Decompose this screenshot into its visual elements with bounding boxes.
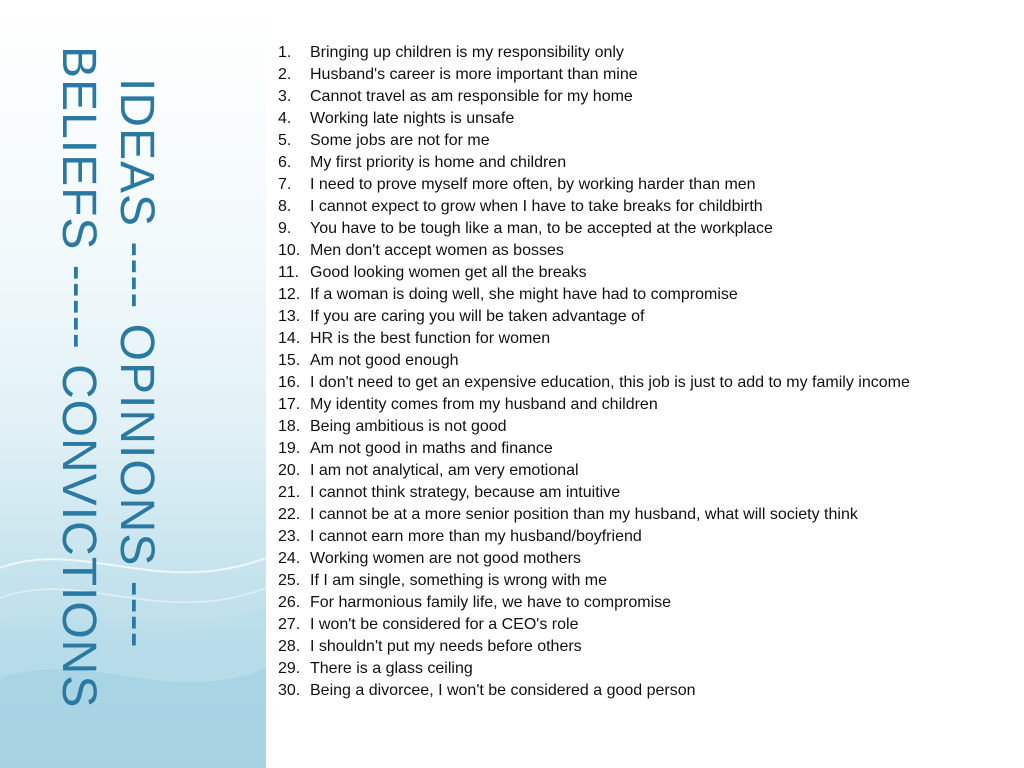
item-text: Husband's career is more important than mine: [310, 66, 638, 83]
item-text: HR is the best function for women: [310, 330, 551, 347]
list-item: [278, 440, 1018, 462]
item-text: I shouldn't put my needs before others: [310, 638, 582, 655]
item-number: 13.: [278, 308, 301, 325]
item-text: Being ambitious is not good: [310, 418, 507, 435]
item-number: 27.: [278, 616, 301, 633]
list-item: [278, 528, 1018, 550]
item-number: 10.: [278, 242, 301, 259]
item-number: 26.: [278, 594, 301, 611]
item-number: 12.: [278, 286, 301, 303]
item-number: 5.: [278, 132, 292, 149]
item-text: My identity comes from my husband and children: [310, 396, 658, 413]
title-line-2: BELIEFS ----- CONVICTIONS: [52, 46, 105, 709]
list-item: [278, 264, 1018, 286]
item-number: 22.: [278, 506, 301, 523]
vertical-title: [0, 40, 266, 720]
item-number: 29.: [278, 660, 301, 677]
item-text: If I am single, something is wrong with me: [310, 572, 608, 589]
item-number: 3.: [278, 88, 292, 105]
list-item: [278, 484, 1018, 506]
title-line-1: IDEAS ---- OPINIONS ----: [110, 78, 163, 649]
item-number: 18.: [278, 418, 301, 435]
list-item: [278, 682, 1018, 704]
item-text: For harmonious family life, we have to compromise: [310, 594, 672, 611]
item-text: I need to prove myself more often, by working harder than men: [310, 176, 756, 193]
item-text: There is a glass ceiling: [310, 660, 473, 677]
item-number: 6.: [278, 154, 292, 171]
list-item: [278, 660, 1018, 682]
list-item: [278, 154, 1018, 176]
item-number: 2.: [278, 66, 292, 83]
item-text: Cannot travel as am responsible for my home: [310, 88, 633, 105]
list-item: [278, 638, 1018, 660]
list-item: [278, 550, 1018, 572]
list-item: [278, 418, 1018, 440]
item-text: If a woman is doing well, she might have had to compromise: [310, 286, 738, 303]
item-text: Am not good in maths and finance: [310, 440, 553, 457]
item-text: Men don't accept women as bosses: [310, 242, 564, 259]
item-number: 20.: [278, 462, 301, 479]
list-item: [278, 374, 1018, 396]
item-text: You have to be tough like a man, to be accepted at the workplace: [310, 220, 773, 237]
item-text: Am not good enough: [310, 352, 459, 369]
list-item: [278, 44, 1018, 66]
item-number: 23.: [278, 528, 301, 545]
item-number: 11.: [278, 264, 300, 281]
item-text: My first priority is home and children: [310, 154, 567, 171]
list-item: [278, 198, 1018, 220]
list-item: [278, 242, 1018, 264]
item-number: 19.: [278, 440, 301, 457]
list-item: [278, 506, 1018, 528]
item-text: I cannot expect to grow when I have to take breaks for childbirth: [310, 198, 763, 215]
item-text: Bringing up children is my responsibility only: [310, 44, 624, 61]
item-text: I cannot think strategy, because am intuitive: [310, 484, 621, 501]
sidebar-panel: [0, 0, 266, 768]
item-number: 9.: [278, 220, 292, 237]
list-item: [278, 110, 1018, 132]
item-number: 28.: [278, 638, 301, 655]
beliefs-list: [278, 44, 1018, 704]
item-text: I cannot earn more than my husband/boyfriend: [310, 528, 642, 545]
item-number: 15.: [278, 352, 301, 369]
list-item: [278, 286, 1018, 308]
item-number: 1.: [278, 44, 292, 61]
item-number: 8.: [278, 198, 292, 215]
item-number: 4.: [278, 110, 292, 127]
item-number: 21.: [278, 484, 301, 501]
item-text: I don't need to get an expensive education, this job is just to add to my family income: [310, 374, 910, 391]
item-text: Being a divorcee, I won't be considered a good person: [310, 682, 696, 699]
item-number: 24.: [278, 550, 301, 567]
list-item: [278, 88, 1018, 110]
list-item: [278, 352, 1018, 374]
item-text: Working late nights is unsafe: [310, 110, 515, 127]
list-item: [278, 462, 1018, 484]
item-number: 30.: [278, 682, 301, 699]
list-item: [278, 66, 1018, 88]
item-text: I cannot be at a more senior position than my husband, what will society think: [310, 506, 858, 523]
list-item: [278, 594, 1018, 616]
item-text: Working women are not good mothers: [310, 550, 581, 567]
item-number: 17.: [278, 396, 301, 413]
item-number: 16.: [278, 374, 301, 391]
list-item: [278, 572, 1018, 594]
item-text: I won't be considered for a CEO's role: [310, 616, 579, 633]
item-text: Some jobs are not for me: [310, 132, 490, 149]
list-item: [278, 132, 1018, 154]
list-item: [278, 176, 1018, 198]
item-text: If you are caring you will be taken advantage of: [310, 308, 645, 325]
item-text: I am not analytical, am very emotional: [310, 462, 579, 479]
item-number: 7.: [278, 176, 292, 193]
item-number: 14.: [278, 330, 301, 347]
item-number: 25.: [278, 572, 301, 589]
list-item: [278, 330, 1018, 352]
list-item: [278, 308, 1018, 330]
list-item: [278, 616, 1018, 638]
list-item: [278, 396, 1018, 418]
list-item: [278, 220, 1018, 242]
item-text: Good looking women get all the breaks: [310, 264, 587, 281]
